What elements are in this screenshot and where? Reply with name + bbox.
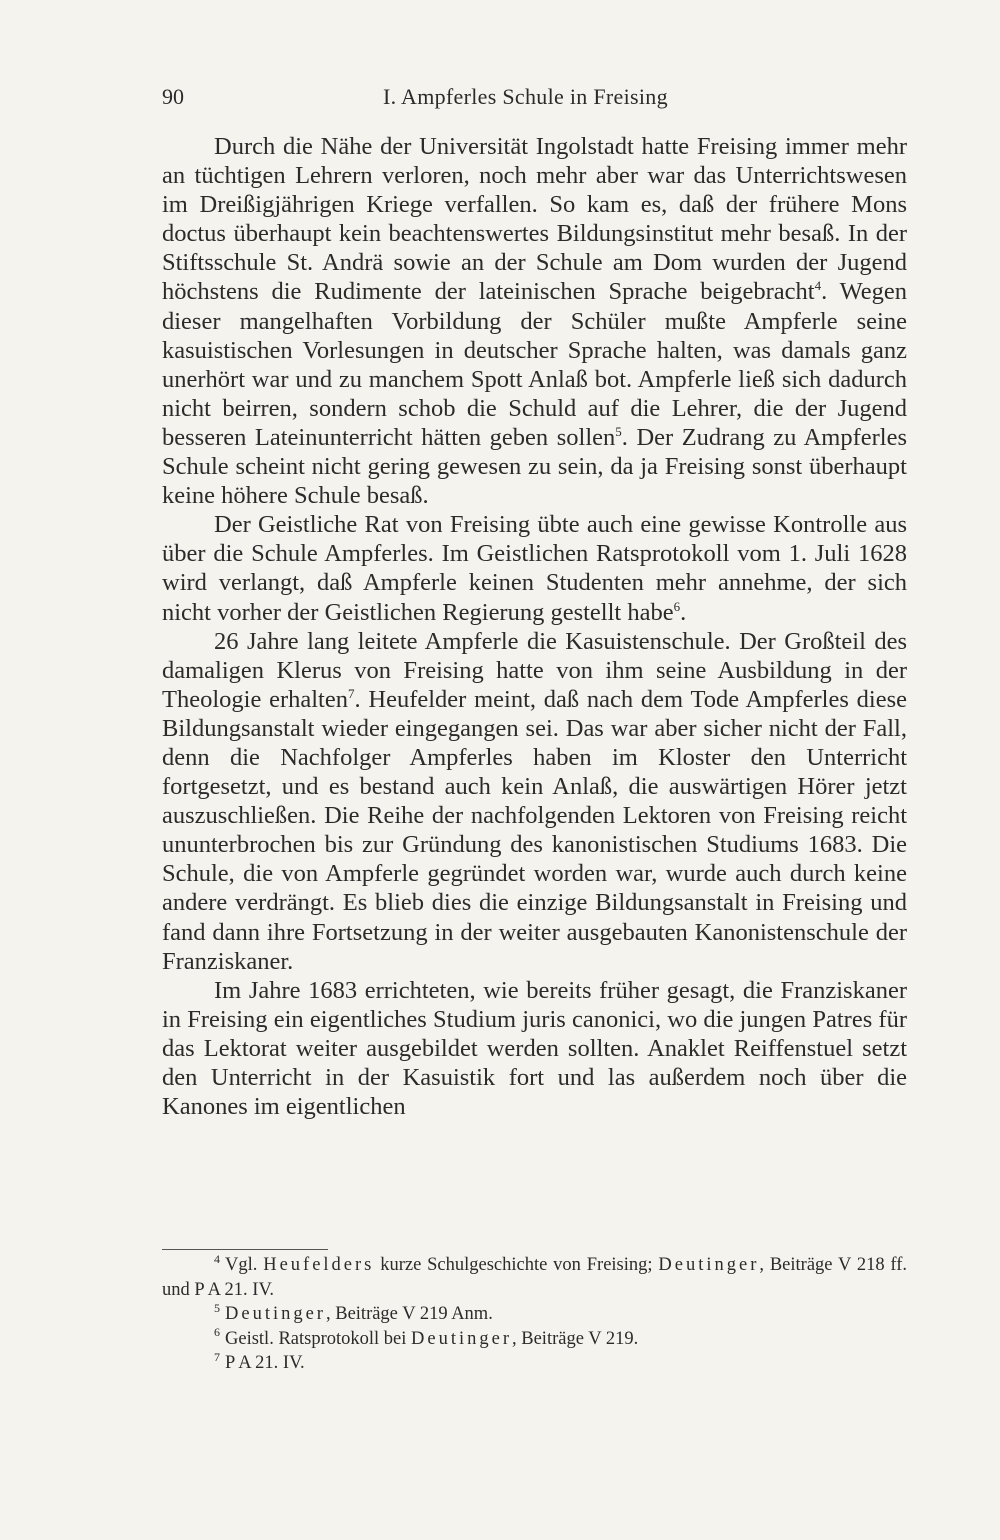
footnote-7: $^7$ P A 21. IV. [214, 1349, 305, 1373]
spaced-author-name: Deutinger [411, 1328, 512, 1349]
footnote-4: $^4$ Vgl. Heufelders kurze Schulgeschichte von Freising; Deutinger, Beiträge V 218 ff. und P A 21. IV. [162, 1251, 908, 1300]
paragraph-3: 26 Jahre lang leitete Ampferle die Kasuistenschule. Der Großteil des damaligen Klerus von Freising hatte von ihm seine Ausbildung in der Theologie erhalten$^7$. Heufelder meint, daß nach dem Tode Ampferles diese Bildungsanstalt wieder eingegangen sei. Das war aber sicher nicht der Fall, denn die Nachfolger Ampferles haben im Kloster den Unterricht fortgesetzt, und es bestand auch kein Anlaß, die auswärtigen Hörer jetzt auszuschließen. Die Reihe der nachfolgenden Lektoren von Freising reicht ununterbrochen bis zur Gründung des kanonistischen Studiums 1683. Die Schule, die von Ampferle gegründet worden war, wurde auch durch keine andere verdrängt. Es blieb dies die einzige Bildungsanstalt in Freising und fand dann ihre Fortsetzung in der weiter ausgebauten Kanonistenschule der Franziskaner. [162, 627, 907, 975]
footnote-6: $^6$ Geistl. Ratsprotokoll bei Deutinger, Beiträge V 219. [214, 1325, 639, 1349]
page-number: 90 [162, 84, 184, 109]
footnote-ref-5: 5 [615, 423, 622, 439]
footnote-ref-4: 4 [814, 278, 822, 294]
footnote-ref-6: 6 [673, 598, 681, 614]
page-header [162, 84, 907, 114]
paragraph-4: Im Jahre 1683 errichteten, wie bereits früher gesagt, die Franziskaner in Freising ein eigentliches Studium juris canonici, wo die jungen Patres für das Lektorat weiter ausgebildet werden sollten. Anaklet Reiffenstuel setzt den Unterricht in der Kasuistik fort und las außerdem noch über die Kanones im eigentlichen [162, 976, 907, 1121]
footnote-5: $^5$ Deutinger, Beiträge V 219 Anm. [214, 1300, 493, 1324]
spaced-author-name: Deutinger [658, 1255, 760, 1275]
spaced-author-name: Heufelders [263, 1255, 375, 1275]
paragraph-1: Durch die Nähe der Universität Ingolstadt hatte Freising immer mehr an tüchtigen Lehrern verloren, noch mehr aber war das Unterrichtswesen im Dreißigjährigen Kriege verfallen. So kam es, daß der frühere Mons doctus überhaupt kein beachtenswertes Bildungsinstitut mehr besaß. In der Stiftsschule St. Andrä sowie an der Schule am Dom wurden der Jugend höchstens die Rudimente der lateinischen Sprache beigebracht$^4$. Wegen dieser mangelhaften Vorbildung der Schüler mußte Ampferle seine kasuistischen Vorlesungen in deutscher Sprache halten, was damals ganz unerhört war und zu manchem Spott Anlaß bot. Ampferle ließ sich dadurch nicht beirren, sondern schob die Schuld auf die Lehrer, die der Jugend besseren Lateinunterricht hätten geben sollen$^5$. Der Zudrang zu Ampferles Schule scheint nicht gering gewesen zu sein, da ja Freising sonst überhaupt keine höhere Schule besaß. [162, 133, 907, 510]
paragraph-2: Der Geistliche Rat von Freising übte auch eine gewisse Kontrolle aus über die Schule Ampferles. Im Geistlichen Ratsprotokoll vom 1. Juli 1628 wird verlangt, daß Ampferle keinen Studenten mehr annehme, der sich nicht vorher der Geistlichen Regierung gestellt habe$^6$. [162, 511, 907, 626]
running-head: I. Ampferles Schule in Freising [383, 84, 668, 109]
footnote-divider [162, 1249, 328, 1250]
footnote-ref-7: 7 [348, 685, 355, 701]
spaced-author-name: Deutinger [225, 1304, 326, 1324]
body-text [162, 132, 907, 1121]
footnotes [162, 1253, 907, 1376]
